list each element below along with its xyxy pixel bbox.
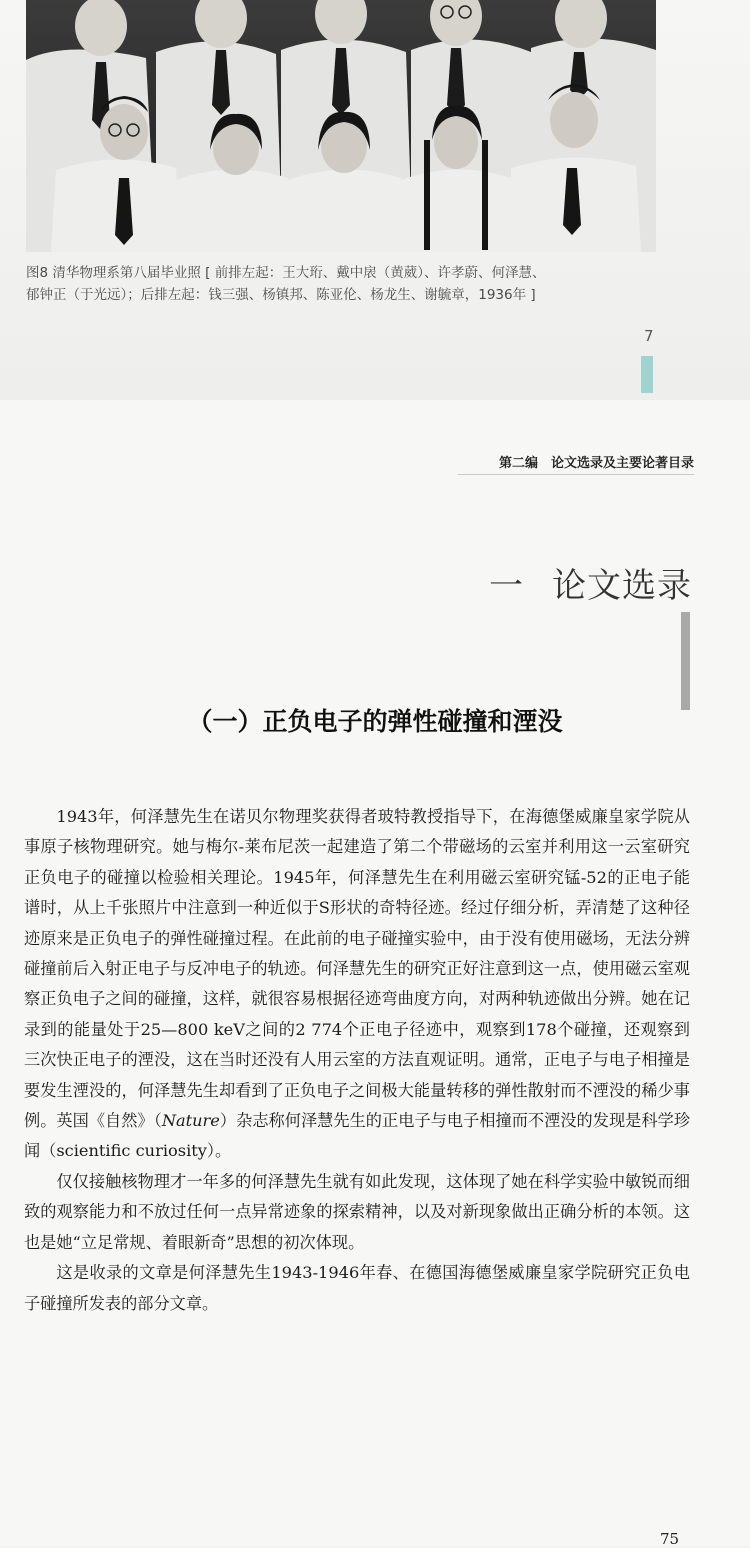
chapter-name: 论文选录 — [552, 566, 692, 606]
section-title: （一）正负电子的弹性碰撞和湮没 — [187, 707, 563, 736]
photo-caption — [26, 262, 686, 306]
caption-line-2: 郁钟正（于光远）；后排左起：钱三强、杨镇邦、陈亚伦、杨龙生、谢毓章，1936年 ] — [26, 287, 536, 303]
teal-edge-tab — [641, 356, 653, 393]
paragraph-2: 仅仅接触核物理才一年多的何泽慧先生就有如此发现，这体现了她在科学实验中敏锐而细致的观察能力和不放过任何一点异常迹象的探索精神，以及对新现象做出正确分析的本领。这也是她“立足常规、着眼新奇”思想的初次体现。 — [24, 1171, 690, 1252]
caption-line-1: 图8 清华物理系第八届毕业照 [ 前排左起：王大珩、戴中扆（黄葳）、许孝蔚、何泽慧、 — [26, 265, 546, 281]
paragraph-1 — [24, 802, 690, 1167]
page-number-bottom: 75 — [660, 1530, 680, 1548]
nature-journal-name: Nature — [161, 1111, 220, 1131]
paragraph-1-part-a: 1943年，何泽慧先生在诺贝尔物理奖获得者玻特教授指导下，在海德堡威廉皇家学院从事原子核物理研究。她与梅尔-莱布尼茨一起建造了第二个带磁场的云室并利用这一云室研究正负电子的碰撞以检验相关理论。1945年，何泽慧先生在利用磁云室研究锰-52的正电子能谱时，从上千张照片中注意到一种近似于S形状的奇特径迹。经过仔细分析，弄清楚了这种径迹原来是正负电子的弹性碰撞过程。在此前的电子碰撞实验中，由于没有使用磁场，无法分辨碰撞前后入射正电子与反冲电子的轨迹。何泽慧先生的研究正好注意到这一点，使用磁云室观察正负电子之间的碰撞，这样，就很容易根据径迹弯曲度方向，对两种轨迹做出分辨。她在记录到的能量处于25—800 keV之间的2 774个正电子径迹中，观察到178个碰撞，还观察到三次快正电子的湮没，这在当时还没有人用云室的方法直观证明。通常，正电子与电子相撞是要发生湮没的，何泽慧先生却看到了正负电子之间极大能量转移的弹性散射而不湮没的稀少事例。英国《自然》（ — [24, 807, 690, 1131]
running-header: 第二编 论文选录及主要论著目录 — [498, 456, 694, 471]
group-photo-image — [26, 0, 656, 252]
paragraph-3: 这是收录的文章是何泽慧先生1943-1946年春、在德国海德堡威廉皇家学院研究正负电子碰撞所发表的部分文章。 — [24, 1263, 690, 1313]
body-text — [24, 802, 690, 1319]
header-divider — [458, 474, 694, 475]
chapter-number: 一 — [489, 566, 524, 606]
paragraph-1-part-b: ）杂志称何泽慧先生的正电子与电子相撞而不湮没的发现是科学珍闻（scientific curiosity）。 — [24, 1111, 691, 1161]
page-number-top: 7 — [644, 327, 654, 345]
chapter-title — [489, 558, 692, 607]
chapter-side-bar — [681, 612, 690, 710]
